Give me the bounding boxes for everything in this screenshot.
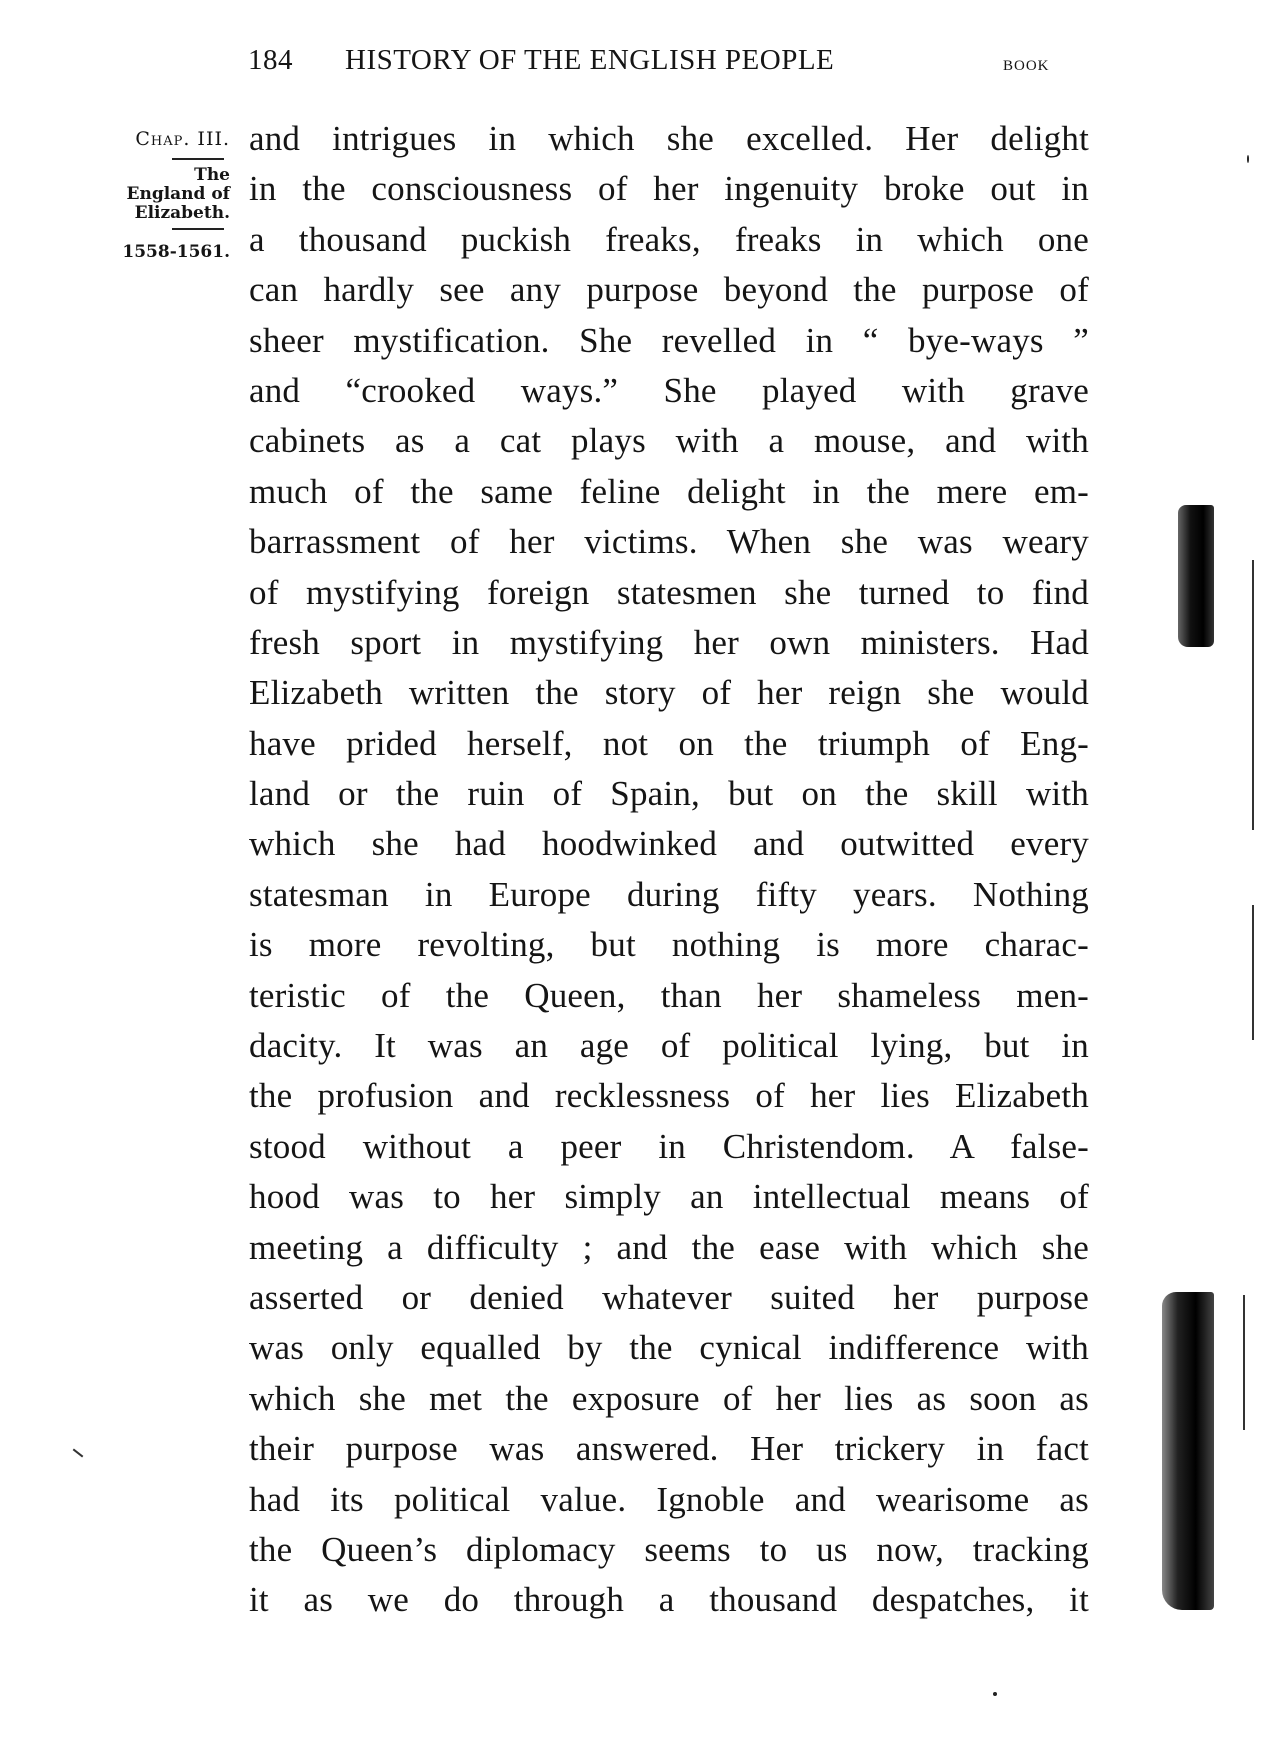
page-edge-mark <box>1252 560 1254 830</box>
side-title-line: Elizabeth. <box>134 203 230 223</box>
ink-speck <box>993 1692 997 1696</box>
text-line: have prided herself, not on the triumph of Eng- <box>249 723 1089 763</box>
text-line: asserted or denied whatever suited her purpose <box>249 1277 1089 1317</box>
chapter-label: Chap. III. <box>135 128 230 150</box>
text-line: can hardly see any purpose beyond the purpose of <box>249 270 1089 310</box>
text-line: which she had hoodwinked and outwitted every <box>249 824 1089 864</box>
text-line: Elizabeth written the story of her reign she would <box>249 673 1089 713</box>
book-label: book <box>1003 50 1050 75</box>
body-text <box>249 114 1089 1626</box>
page-number: 184 <box>248 44 293 76</box>
margin-rule <box>172 228 224 230</box>
text-line: stood without a peer in Christendom. A false- <box>249 1126 1089 1166</box>
margin-notes <box>88 128 230 262</box>
margin-tick-mark <box>73 1449 84 1458</box>
text-line: of mystifying foreign statesmen she turned to find <box>249 572 1089 612</box>
text-line: sheer mystification. She revelled in “ bye-ways ” <box>249 320 1089 360</box>
page-edge-mark <box>1252 905 1254 1040</box>
running-title: HISTORY OF THE ENGLISH PEOPLE <box>345 44 835 76</box>
side-title-line: The <box>194 165 230 185</box>
text-line: hood was to her simply an intellectual means of <box>249 1177 1089 1217</box>
text-line: in the consciousness of her ingenuity broke out in <box>249 169 1089 209</box>
text-line: land or the ruin of Spain, but on the skill with <box>249 774 1089 814</box>
text-line: is more revolting, but nothing is more charac- <box>249 925 1089 965</box>
text-line: the Queen’s diplomacy seems to us now, tracking <box>249 1529 1089 1569</box>
text-line: was only equalled by the cynical indifference with <box>249 1328 1089 1368</box>
text-line: it as we do through a thousand despatches, it <box>249 1580 1089 1620</box>
text-line: meeting a difficulty ; and the ease with which she <box>249 1227 1089 1267</box>
side-title-line: England of <box>126 184 230 204</box>
text-line: which she met the exposure of her lies as soon as <box>249 1378 1089 1418</box>
ink-smudge <box>1162 1292 1214 1610</box>
text-line: much of the same feline delight in the mere em- <box>249 471 1089 511</box>
text-line: the profusion and recklessness of her lies Elizabeth <box>249 1076 1089 1116</box>
text-line: a thousand puckish freaks, freaks in which one <box>249 219 1089 259</box>
text-line: and intrigues in which she excelled. Her delight <box>249 119 1089 158</box>
text-line: and “crooked ways.” She played with grave <box>249 370 1089 410</box>
ink-smudge <box>1178 505 1214 647</box>
text-line: teristic of the Queen, than her shameless men- <box>249 975 1089 1015</box>
text-line: barrassment of her victims. When she was weary <box>249 522 1089 562</box>
text-line: cabinets as a cat plays with a mouse, and with <box>249 421 1089 461</box>
ink-speck <box>1247 155 1249 163</box>
page-edge-mark <box>1243 1295 1245 1430</box>
text-line: had its political value. Ignoble and wearisome as <box>249 1479 1089 1519</box>
text-line: fresh sport in mystifying her own ministers. Had <box>249 622 1089 662</box>
text-line: their purpose was answered. Her trickery in fact <box>249 1429 1089 1469</box>
text-line: statesman in Europe during fifty years. Nothing <box>249 874 1089 914</box>
margin-dates: 1558-1561. <box>122 242 230 262</box>
running-head <box>0 44 1278 84</box>
text-line: dacity. It was an age of political lying, but in <box>249 1026 1089 1066</box>
margin-rule <box>172 158 224 160</box>
